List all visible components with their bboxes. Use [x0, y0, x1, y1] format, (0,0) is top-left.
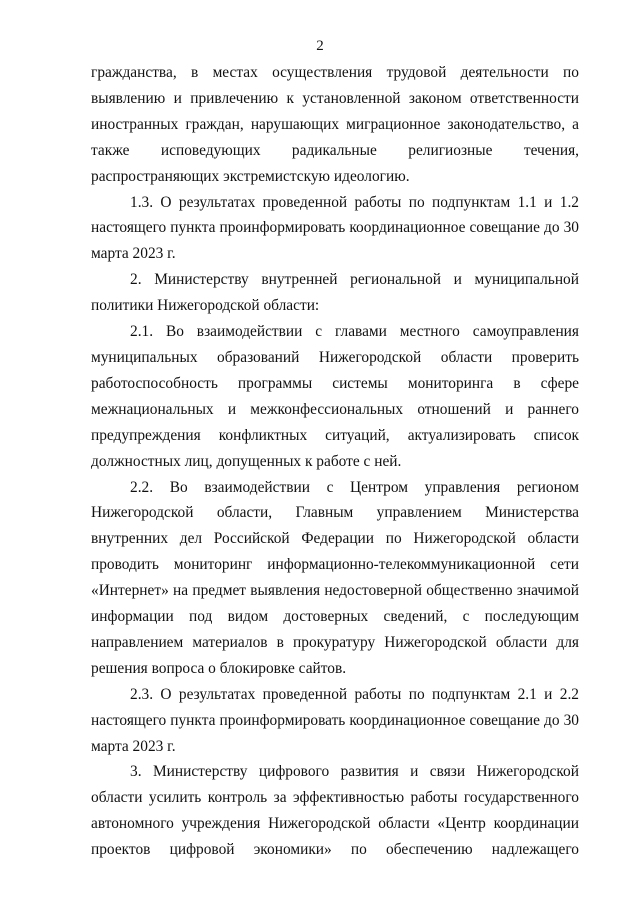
paragraph-2-3: 2.3. О результатах проведенной работы по подпунктам 2.1 и 2.2 настоящего пункта проинформировать координационное совещание до 30 марта 2023 г.	[91, 685, 579, 755]
paragraph-2-2: 2.2. Во взаимодействии с Центром управления регионом Нижегородской области, Главным управлением Министерства внутренних дел Российской Федерации по Нижегородской области проводить мониторинг информационно-телекоммуникационной сети «Интернет» на предмет выявления недостоверной общественно значимой информации под видом достоверных сведений, с последующим направлением материалов в прокуратуру Нижегородской области для решения вопроса о блокировке сайтов.	[91, 478, 579, 677]
paragraph-2-1: 2.1. Во взаимодействии с главами местного самоуправления муниципальных образований Нижегородской области проверить работоспособность программы системы мониторинга в сфере межнациональных и межконфессиональных отношений и раннего предупреждения конфликтных ситуаций, актуализировать список должностных лиц, допущенных к работе с ней.	[91, 323, 579, 470]
paragraph-2: 2. Министерству внутренней региональной и муниципальной политики Нижегородской области:	[91, 271, 579, 315]
paragraph-1-3: 1.3. О результатах проведенной работы по подпунктам 1.1 и 1.2 настоящего пункта проинформировать координационное совещание до 30 марта 2023 г.	[91, 193, 579, 263]
paragraph-3: 3. Министерству цифрового развития и связи Нижегородской области усилить контроль за эффективностью работы государственного автономного учреждения Нижегородской области «Центр координации проектов цифровой экономики» по обеспечению надлежащего	[91, 763, 579, 859]
document-body	[91, 60, 579, 863]
paragraph-continuation: гражданства, в местах осуществления трудовой деятельности по выявлению и привлечению к установленной законом ответственности иностранных граждан, нарушающих миграционное законодательство, а также исповедующих радикальные религиозные течения, распространяющих экстремистскую идеологию.	[91, 64, 579, 185]
page-number: 2	[316, 38, 324, 54]
